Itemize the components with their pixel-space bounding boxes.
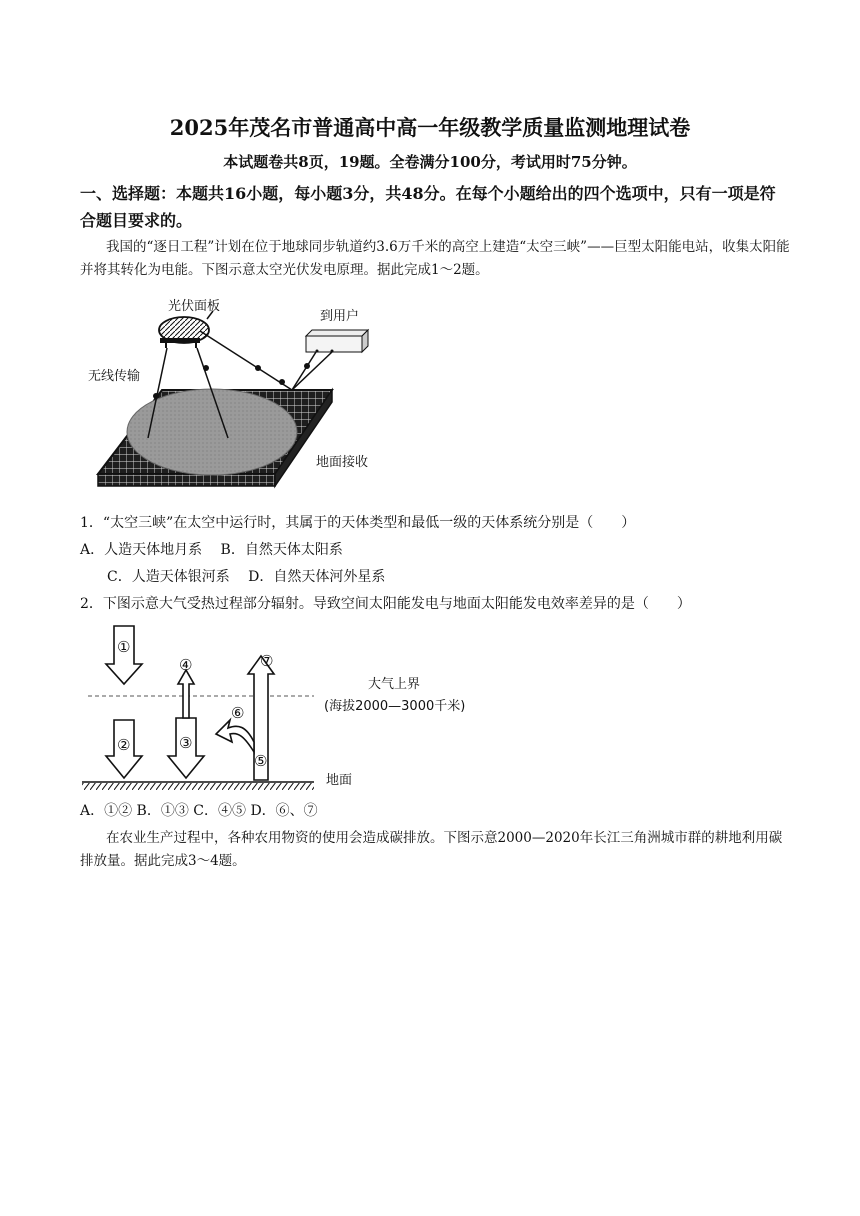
label-atmosphere-top: 大气上界 [368,677,421,692]
user-box [306,330,368,353]
figure-atmosphere-radiation [78,622,498,792]
mark-4: ④ [179,656,193,674]
solar-panel [159,311,213,348]
mark-3: ③ [179,734,193,752]
mark-6: ⑥ [231,704,245,722]
label-ground-receive: 地面接收 [316,455,369,470]
label-wireless: 无线传输 [88,369,141,384]
question-1-stem: 1．“太空三峡”在太空中运行时，其属于的天体类型和最低一级的天体系统分别是（ ） [80,515,636,531]
label-altitude: (海拔2000—3000千米) [324,699,466,714]
mark-7: ⑦ [260,652,274,670]
paper-subtitle: 本试题卷共8页，19题。全卷满分100分，考试用时75分钟。 [223,153,637,171]
question-1-options-ab: A．人造天体地月系 B．自然天体太阳系 [80,542,343,558]
label-panel: 光伏面板 [168,299,221,314]
mark-5: ⑤ [254,752,268,770]
ground-receiver-grid [98,389,332,486]
question-2-options: A．①② B．①③ C．④⑤ D．⑥、⑦ [80,803,318,819]
mark-2: ② [117,736,131,754]
section-heading: 一、选择题：本题共16小题，每小题3分，共48分。在每个小题给出的四个选项中，只有一项是符合题目要求的。 [80,184,776,230]
label-user: 到用户 [320,309,360,324]
label-ground: 地面 [326,773,353,788]
paper-title: 2025年茂名市普通高中高一年级教学质量监测地理试卷 [169,115,691,140]
intro-passage-1: 我国的“逐日工程”计划在位于地球同步轨道约3.6万千米的高空上建造“太空三峡”——巨型太阳能电站，收集太阳能并将其转化为电能。下图示意太空光伏发电原理。据此完成1～2题。 [80,239,790,278]
question-2-stem: 2．下图示意大气受热过程部分辐射。导致空间太阳能发电与地面太阳能发电效率差异的是（ ） [80,596,691,612]
mark-1: ① [117,638,131,656]
intro-passage-2: 在农业生产过程中，各种农用物资的使用会造成碳排放。下图示意2000—2020年长江三角洲城市群的耕地利用碳排放量。据此完成3～4题。 [80,830,783,869]
question-1-options-cd: C．人造天体银河系 D．自然天体河外星系 [107,569,386,585]
figure-space-solar [70,286,400,500]
